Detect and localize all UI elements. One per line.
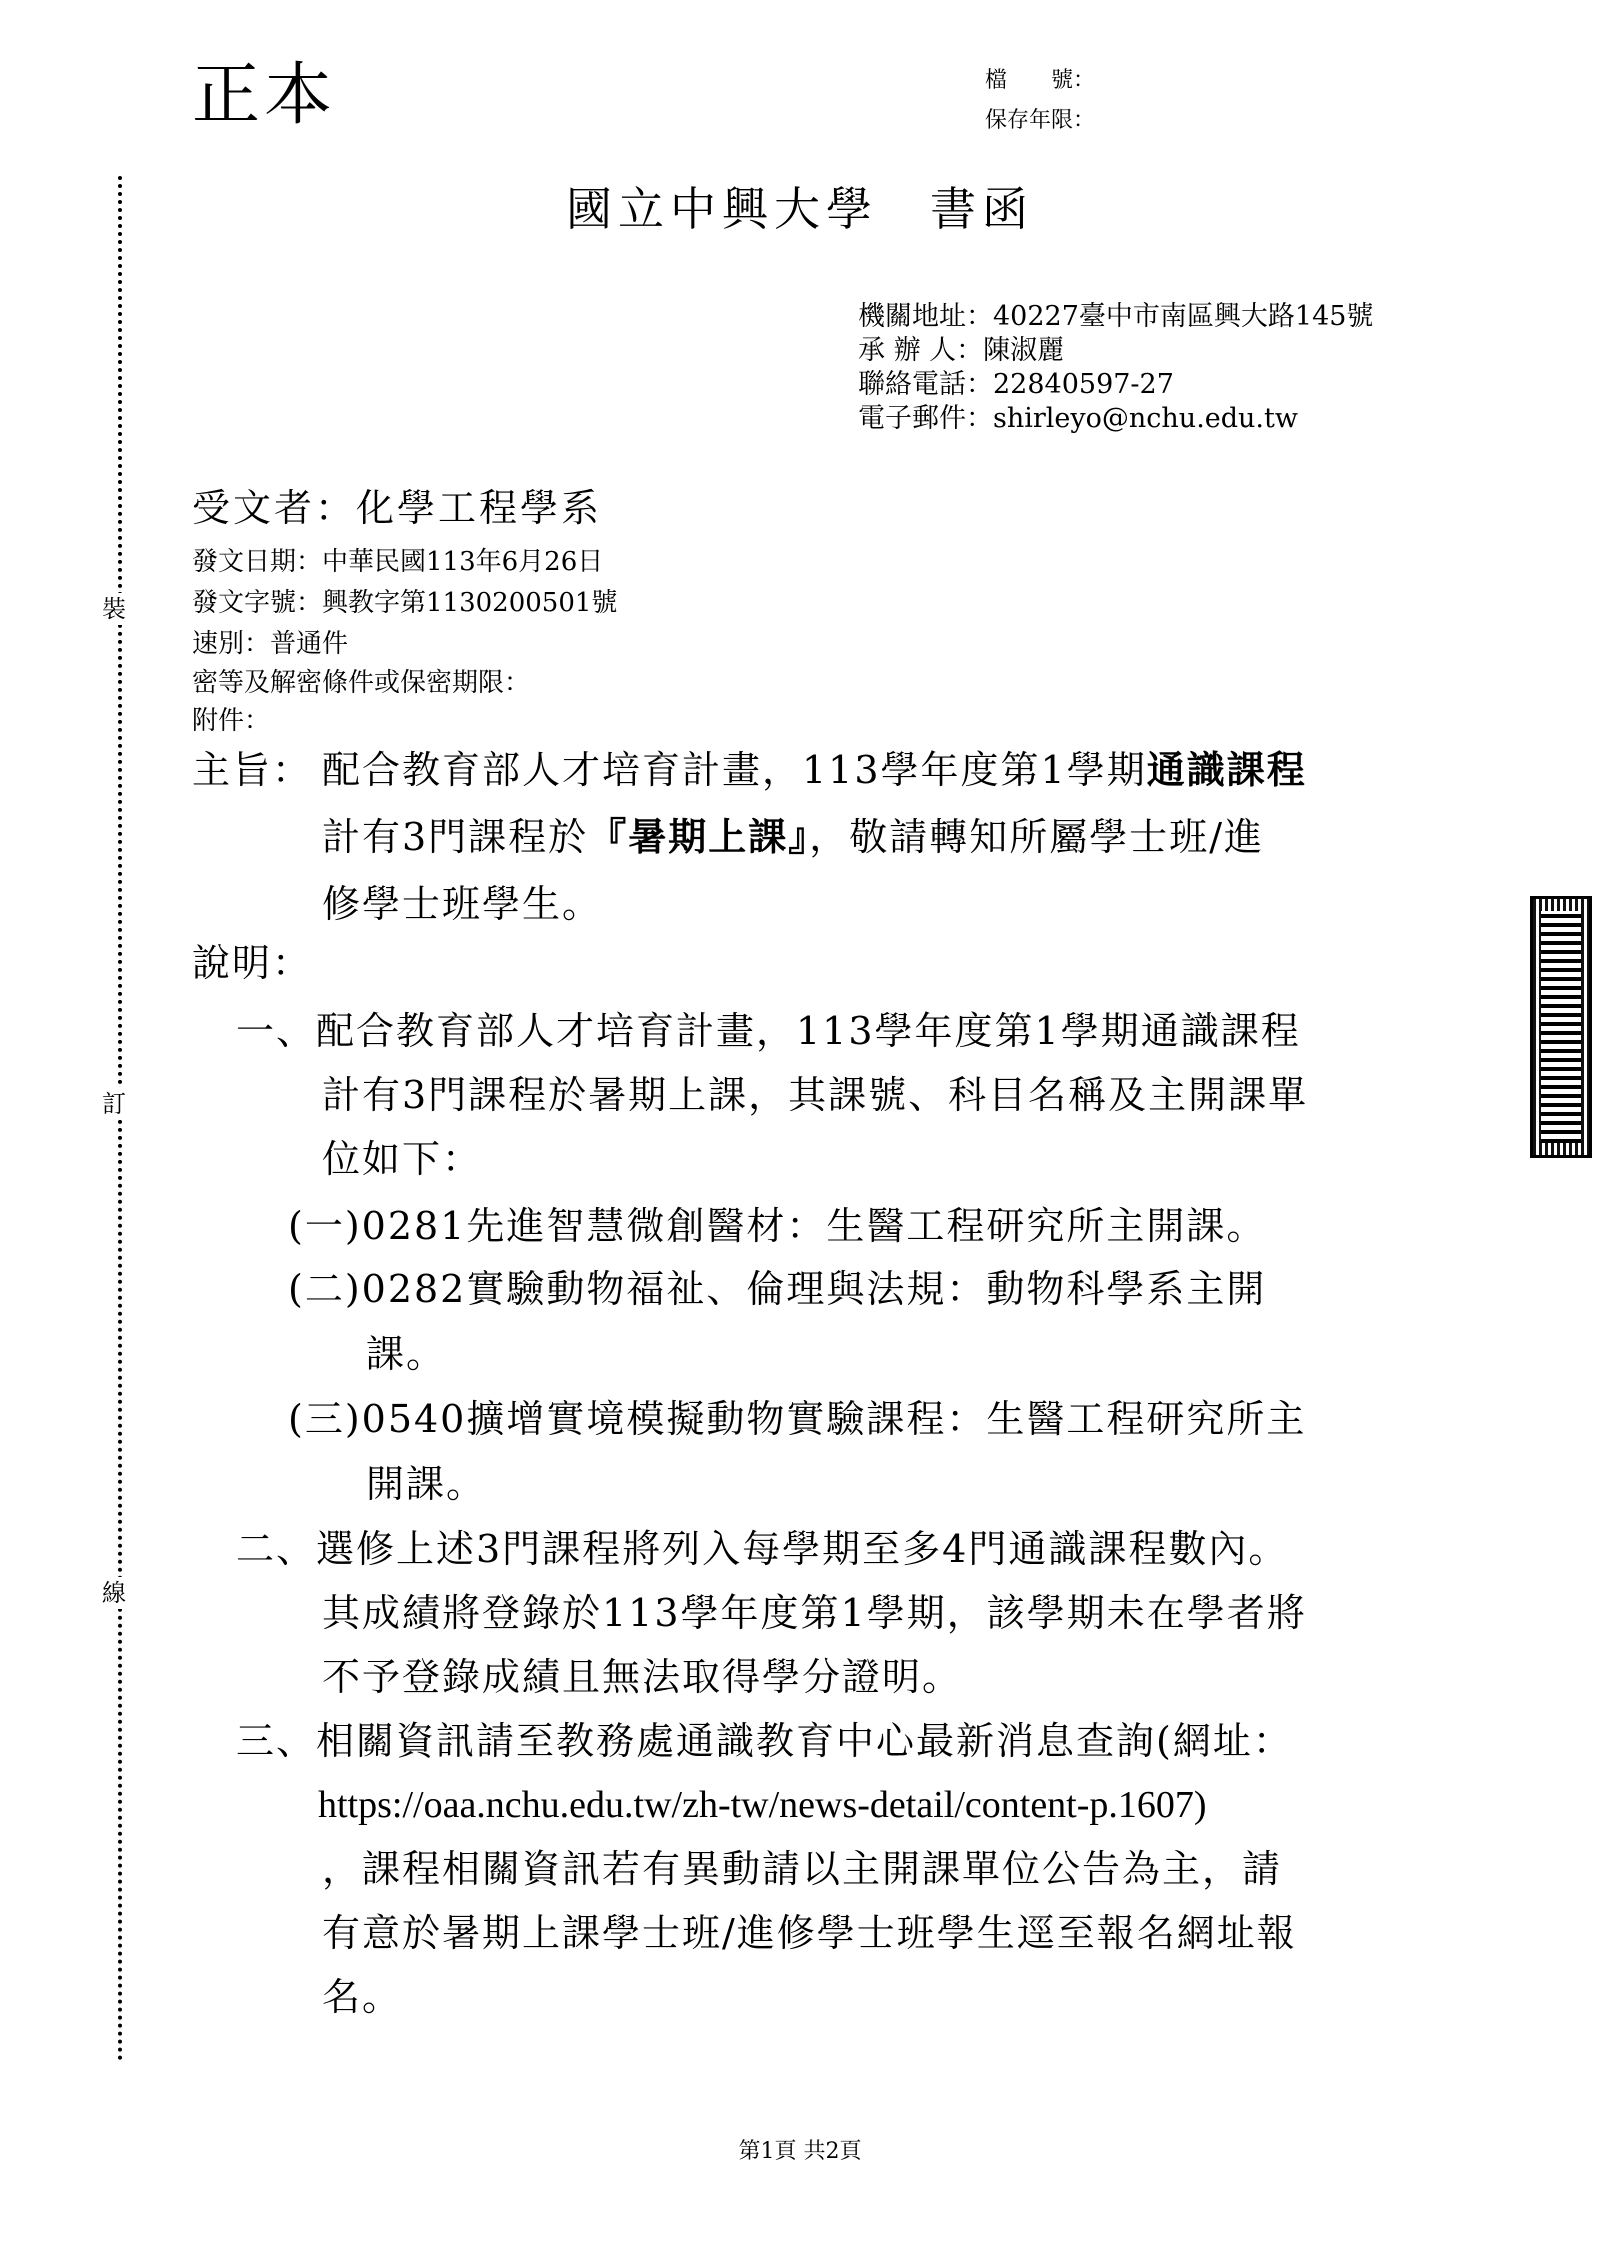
retention-period-label: 保存年限： — [985, 108, 1096, 133]
attachments: 附件： — [192, 706, 271, 736]
item-one-line-3: 位如下： — [322, 1137, 483, 1181]
item-two-line-1: 二、選修上述3門課程將列入每學期至多4門通識課程數內。 — [236, 1527, 1289, 1571]
item-one-line-1: 一、配合教育部人才培育計畫，113學年度第1學期通識課程 — [236, 1009, 1301, 1053]
binding-mark-xian: 線 — [102, 1579, 126, 1607]
contact-email: 電子郵件：shirleyo@nchu.edu.tw — [858, 403, 1298, 434]
course-item-2-line-2: 課。 — [366, 1332, 447, 1376]
course-item-1: (一)0281先進智慧微創醫材：生醫工程研究所主開課。 — [288, 1204, 1267, 1248]
reference-url[interactable]: https://oaa.nchu.edu.tw/zh-tw/news-detail/content-p.1607) — [318, 1784, 1207, 1826]
item-three-line-1: 三、相關資訊請至教務處通識教育中心最新消息查詢(網址： — [236, 1719, 1293, 1763]
contact-person: 承 辦 人：陳淑麗 — [858, 335, 1065, 366]
recipient: 受文者：化學工程學系 — [192, 486, 603, 530]
page-number: 第1頁 共2頁 — [738, 2139, 862, 2164]
subject-line-1: 配合教育部人才培育計畫，113學年度第1學期通識課程 — [322, 747, 1307, 792]
course-item-3-line-1: (三)0540擴增實境模擬動物實驗課程：生醫工程研究所主 — [288, 1397, 1307, 1441]
course-item-3-line-2: 開課。 — [366, 1462, 487, 1506]
file-number-label: 檔 號： — [985, 68, 1096, 93]
item-two-line-2: 其成績將登錄於113學年度第1學期，該學期未在學者將 — [322, 1591, 1307, 1635]
subject-line-3: 修學士班學生。 — [322, 882, 603, 926]
item-one-line-2: 計有3門課程於暑期上課，其課號、科目名稱及主開課單 — [322, 1073, 1309, 1117]
original-copy-stamp: 正本 — [192, 56, 337, 135]
course-item-2-line-1: (二)0282實驗動物福祉、倫理與法規：動物科學系主開 — [288, 1267, 1267, 1311]
item-three-line-5: 名。 — [322, 1975, 403, 2019]
subject-label: 主旨： — [192, 748, 313, 792]
document-number: 發文字號：興教字第1130200501號 — [192, 588, 618, 618]
binding-mark-ding: 訂 — [102, 1090, 126, 1118]
official-seal-fragment — [1530, 896, 1592, 1158]
explanation-label: 說明： — [192, 941, 313, 985]
contact-phone: 聯絡電話：22840597-27 — [858, 369, 1174, 400]
confidentiality: 密等及解密條件或保密期限： — [192, 668, 531, 698]
item-three-line-4: 有意於暑期上課學士班/進修學士班學生逕至報名網址報 — [322, 1911, 1297, 1955]
item-three-line-3: ，課程相關資訊若有異動請以主開課單位公告為主，請 — [322, 1847, 1283, 1891]
document-title: 國立中興大學 書函 — [566, 182, 1034, 236]
issue-date: 發文日期：中華民國113年6月26日 — [192, 547, 604, 577]
item-two-line-3: 不予登錄成績且無法取得學分證明。 — [322, 1655, 963, 1699]
binding-mark-zhuang: 裝 — [102, 595, 126, 623]
delivery-speed: 速別：普通件 — [192, 629, 349, 659]
agency-address: 機關地址：40227臺中市南區興大路145號 — [858, 301, 1374, 332]
subject-line-2: 計有3門課程於『暑期上課』，敬請轉知所屬學士班/進 — [322, 814, 1265, 859]
